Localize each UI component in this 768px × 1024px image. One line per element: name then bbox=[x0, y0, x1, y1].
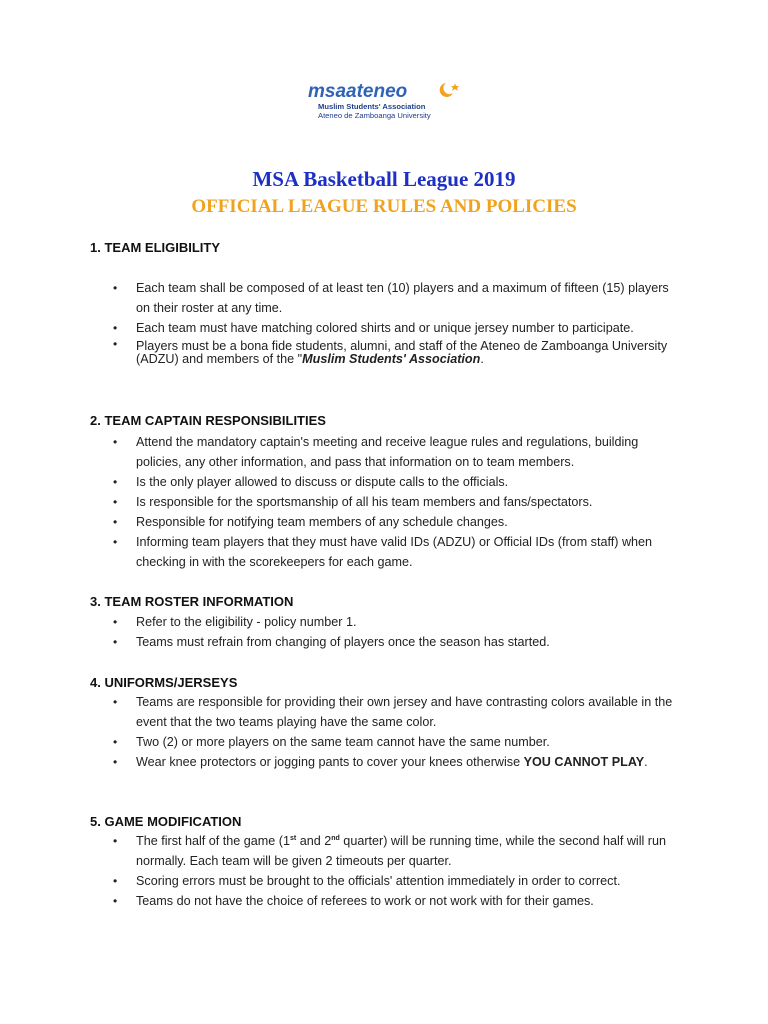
list-item: • Refer to the eligibility - policy number 1. bbox=[108, 612, 678, 632]
document-subtitle: OFFICIAL LEAGUE RULES AND POLICIES bbox=[191, 196, 577, 217]
list-item: • Is responsible for the sportsmanship of all his team members and fans/spectators. bbox=[108, 492, 678, 512]
list-item: • Attend the mandatory captain's meeting and receive league rules and regulations, building policies, any other information, and pass that information on to team members. bbox=[108, 432, 678, 472]
list-item: • Teams are responsible for providing their own jersey and have contrasting colors available in the event that the two teams playing have the same color. bbox=[108, 692, 678, 732]
uniforms-list bbox=[108, 692, 678, 772]
svg-text:msaateneo: msaateneo bbox=[308, 81, 408, 102]
msa-ateneo-logo bbox=[306, 80, 466, 124]
game-modification-list bbox=[108, 831, 678, 911]
team-roster-list bbox=[108, 612, 678, 652]
list-item: • Teams must refrain from changing of players once the season has started. bbox=[108, 632, 678, 652]
list-item: • Wear knee protectors or jogging pants to cover your knees otherwise YOU CANNOT PLAY. bbox=[108, 752, 678, 772]
list-item: • Scoring errors must be brought to the officials' attention immediately in order to correct. bbox=[108, 871, 678, 891]
section-heading-uniforms: 4. UNIFORMS/JERSEYS bbox=[90, 675, 238, 690]
logo-university-name: Ateneo de Zamboanga University bbox=[318, 111, 431, 120]
list-item: • Two (2) or more players on the same team cannot have the same number. bbox=[108, 732, 678, 752]
team-captain-list bbox=[108, 432, 678, 572]
list-item: • Players must be a bona fide students, alumni, and staff of the Ateneo de Zamboanga University (ADZU) and members of the "Muslim Students' Association. bbox=[108, 338, 678, 368]
section-heading-team-captain: 2. TEAM CAPTAIN RESPONSIBILITIES bbox=[90, 413, 326, 428]
list-item: • Is the only player allowed to discuss or dispute calls to the officials. bbox=[108, 472, 678, 492]
section-heading-game-modification: 5. GAME MODIFICATION bbox=[90, 814, 242, 829]
list-item: • Responsible for notifying team members of any schedule changes. bbox=[108, 512, 678, 532]
list-item: • Each team shall be composed of at least ten (10) players and a maximum of fifteen (15) players on their roster at any time. bbox=[108, 278, 678, 318]
list-item: • The first half of the game (1st and 2nd quarter) will be running time, while the second half will run normally. Each team will be given 2 timeouts per quarter. bbox=[108, 831, 678, 871]
list-item: • Each team must have matching colored shirts and or unique jersey number to participate. bbox=[108, 318, 678, 338]
list-item: • Teams do not have the choice of referees to work or not work with for their games. bbox=[108, 891, 678, 911]
msaateneo-wordmark-logo bbox=[306, 80, 466, 102]
list-item: • Informing team players that they must have valid IDs (ADZU) or Official IDs (from staff) when checking in with the scorekeepers for each game. bbox=[108, 532, 678, 572]
section-heading-team-roster: 3. TEAM ROSTER INFORMATION bbox=[90, 594, 294, 609]
section-heading-team-eligibility: 1. TEAM ELIGIBILITY bbox=[90, 240, 221, 255]
logo-org-name: Muslim Students' Association bbox=[318, 102, 426, 111]
document-title: MSA Basketball League 2019 bbox=[252, 167, 516, 191]
team-eligibility-list bbox=[108, 278, 678, 368]
